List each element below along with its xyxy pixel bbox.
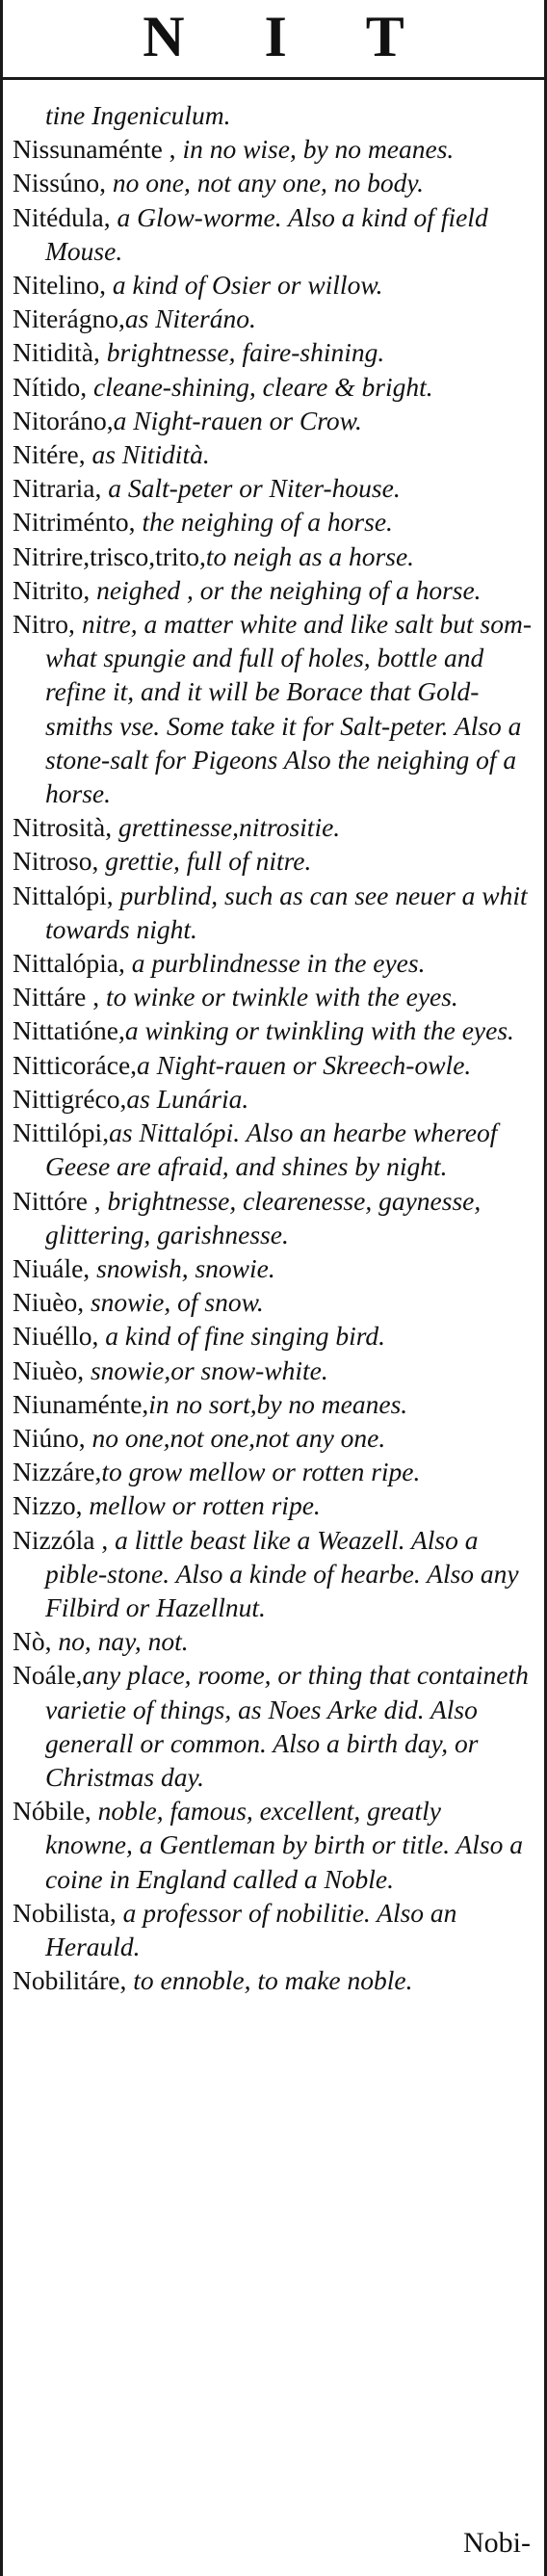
entry-definition: noble, famous, excellent, greatly knowne, a Gentleman by birth or title. Also a coine in England called a Noble. [45,1796,523,1894]
entry-definition: a kind of Osier or willow. [106,270,383,301]
entry-headword: Nítido, [13,371,88,402]
dictionary-entry [13,98,533,132]
entry-definition: a professor of nobilitie. Also an Herauld. [45,1897,457,1961]
entry-definition: cleane-shining, cleare & bright. [87,371,433,402]
dictionary-entry [13,1285,533,1319]
dictionary-entry [13,268,533,302]
entry-definition: grettie, full of nitre. [98,846,312,877]
entry-definition: as Nittalópi. Also an hearbe whereof Geese are afraid, and shines by night. [45,1117,498,1182]
dictionary-entry [13,1658,533,1794]
entry-headword: Nitelino, [13,270,107,301]
entry-headword: Nittalópi, [13,880,114,910]
dictionary-entry [13,573,533,607]
dictionary-entry [13,1319,533,1353]
entry-headword: Nobilitáre, [13,1965,127,1996]
dictionary-entry [13,505,533,539]
dictionary-entry [13,1013,533,1047]
dictionary-entry [13,1387,533,1421]
entry-headword: Nitraria, [13,473,102,504]
entry-headword: Nissúno, [13,168,107,198]
dictionary-entry [13,132,533,166]
dictionary-entry [13,166,533,199]
page-title: N I T [143,5,437,68]
dictionary-entry [13,437,533,471]
entry-definition: grettinesse,nitrositie. [112,812,341,843]
entry-headword: Niúno, [13,1422,86,1453]
entry-headword: Nittóre , [13,1185,101,1216]
entry-definition: snowie,or snow-white. [84,1354,328,1385]
dictionary-entry [13,810,533,844]
entry-definition: a winking or twinkling with the eyes. [124,1015,514,1046]
page-header [3,0,544,80]
dictionary-entry [13,370,533,404]
entry-definition: a Night-rauen or Skreech-owle. [137,1049,472,1080]
entry-definition: tine Ingeniculum. [45,100,231,130]
entry-definition: a Glow-worme. Also a kind of field Mouse. [45,201,488,266]
entry-headword: Nittalópia, [13,948,125,979]
entry-headword: Niuéllo, [13,1321,99,1352]
entry-headword: Nitro, [13,609,75,640]
dictionary-entry [13,1624,533,1658]
dictionary-entry [13,1251,533,1285]
entry-headword: Niterágno, [13,303,125,334]
entry-definition: any place, roome, or thing that containeth varietie of things, as Noes Arke did. Also generall or common. Also a birth day, or Christmas day. [45,1660,529,1792]
dictionary-entry [13,1184,533,1251]
catchword: Nobi- [463,2527,531,2559]
entry-headword: Nitrosità, [13,812,113,843]
entry-list [13,98,533,1997]
dictionary-entry [13,1963,533,1997]
entry-headword: Niunaménte, [13,1388,149,1419]
entry-headword: Nittatióne, [13,1015,125,1046]
entry-headword: Noále, [13,1660,83,1691]
entry-headword: Nitroso, [13,846,99,877]
entry-headword: Nittilópi, [13,1117,110,1148]
entry-definition: a Night-rauen or Crow. [113,405,362,435]
entry-headword: Nizzáre, [13,1457,102,1487]
entry-definition: no one, not any one, no body. [106,168,424,198]
entry-headword: Nitriménto, [13,507,136,538]
entry-definition: as Lunária. [126,1083,249,1114]
dictionary-entry [13,844,533,878]
dictionary-entry [13,607,533,810]
dictionary-entry [13,335,533,369]
entry-definition: brightnesse, faire-shining. [99,337,385,368]
entry-definition: nitre, a matter white and like salt but som-what spungie and full of holes, bottle and refine it, and it will be Borace that Gold-smiths vse. Some take it for Salt-peter. Also a stone-salt for Pigeons Also the neighing of a horse. [45,609,533,809]
dictionary-entry [13,302,533,335]
entry-definition: a kind of fine singing bird. [98,1321,386,1352]
entry-definition: brightnesse, clearenesse, gaynesse, glittering, garishnesse. [45,1185,482,1249]
dictionary-entry [13,879,533,946]
entry-definition: to winke or twinkle with the eyes. [99,982,458,1012]
entry-headword: Nittigréco, [13,1083,127,1114]
entry-headword: Nitoráno, [13,405,114,435]
dictionary-entry [13,1794,533,1896]
entry-headword: Niuèo, [13,1354,85,1385]
dictionary-entry [13,1523,533,1625]
entry-headword: Nitticoráce, [13,1049,138,1080]
entry-headword: Nitrito, [13,574,91,605]
entry-definition: purblind, such as can see neuer a whit towards night. [45,880,528,944]
dictionary-entry [13,1421,533,1455]
entry-definition: no, nay, not. [51,1626,189,1657]
entry-definition: a purblindnesse in the eyes. [124,948,426,979]
dictionary-entry [13,1488,533,1522]
dictionary-entry [13,404,533,437]
dictionary-entry [13,200,533,268]
entry-headword: Nizzóla , [13,1524,109,1555]
dictionary-entry [13,471,533,505]
entry-headword: Nissunaménte , [13,134,176,165]
entry-headword: Nitére, [13,439,86,470]
entry-definition: in no sort,by no meanes. [148,1388,408,1419]
entry-headword: Nittáre , [13,982,100,1012]
entry-definition: neighed , or the neighing of a horse. [90,574,482,605]
dictionary-entry [13,1354,533,1387]
entry-headword: Nóbile, [13,1796,91,1827]
entry-definition: to grow mellow or rotten ripe. [101,1457,421,1487]
entry-definition: mellow or rotten ripe. [82,1490,321,1521]
entry-definition: in no wise, by no meanes. [175,134,455,165]
entry-definition: to neigh as a horse. [205,540,415,571]
entry-definition: the neighing of a horse. [135,507,393,538]
entry-headword: Nitidità, [13,337,100,368]
entry-headword: Niuèo, [13,1287,85,1318]
entry-headword: Nò, [13,1626,52,1657]
dictionary-entry [13,1896,533,1963]
entry-definition: no one,not one,not any one. [85,1422,386,1453]
entry-headword: Nizzo, [13,1490,83,1521]
entry-headword: Nitédula, [13,201,111,232]
entry-headword: Nitrire,trisco,trito, [13,540,206,571]
dictionary-entry [13,1116,533,1183]
entry-headword: Niuále, [13,1252,91,1283]
entry-definition: snowish, snowie. [90,1252,275,1283]
dictionary-entry [13,1082,533,1116]
entry-definition: a little beast like a Weazell. Also a pible-stone. Also a kinde of hearbe. Also any Filbird or Hazellnut. [45,1524,519,1622]
dictionary-entry [13,1455,533,1488]
entry-headword: Nobilista, [13,1897,117,1928]
entry-definition: a Salt-peter or Niter-house. [101,473,401,504]
entry-definition: snowie, of snow. [84,1287,264,1318]
dictionary-entry [13,980,533,1013]
dictionary-entry [13,1048,533,1082]
dictionary-entry [13,539,533,573]
entry-definition: as Niteráno. [124,303,256,334]
entry-definition: to ennoble, to make noble. [126,1965,413,1996]
entry-definition: as Nitidità. [85,439,210,470]
dictionary-entry [13,946,533,980]
